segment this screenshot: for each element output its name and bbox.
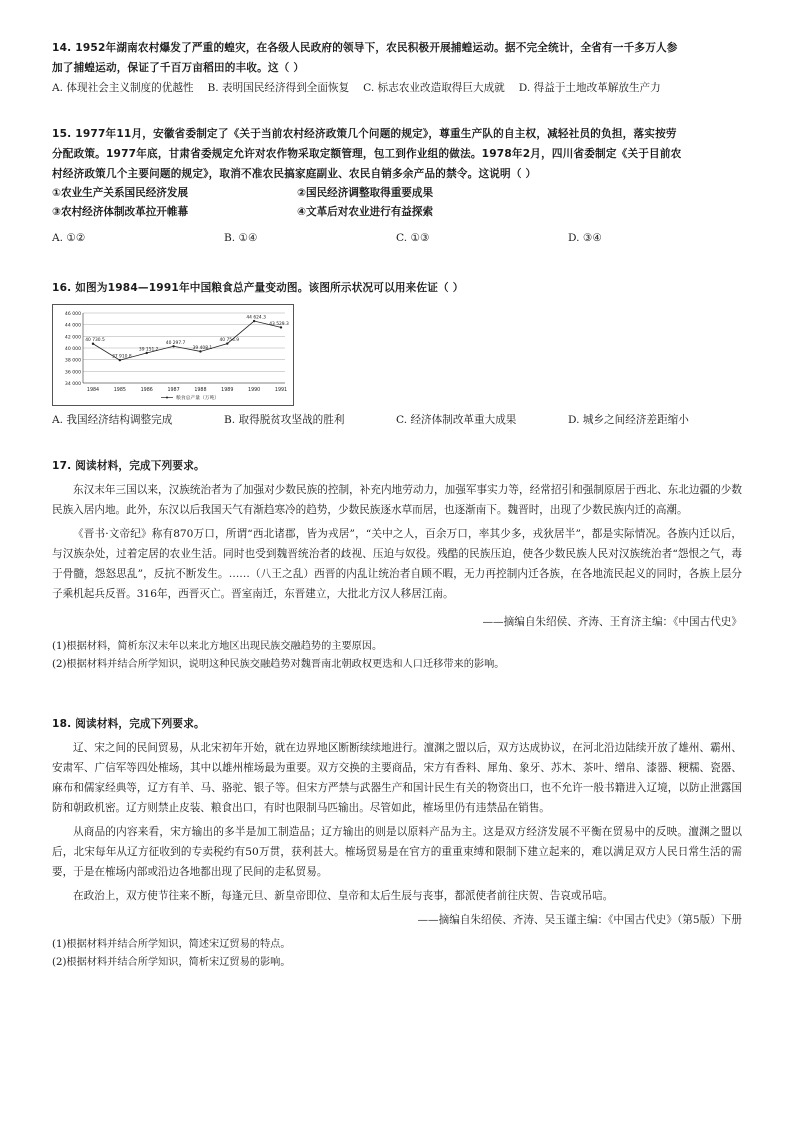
x-tick-label: 1985 [113, 388, 126, 393]
question-15 [52, 124, 742, 248]
exam-page [52, 38, 742, 972]
question-15-stem-line3: 村经济政策几个主要问题的规定》，取消不准农民搞家庭副业、农民自销多余产品的禁令。这说明（ ） [52, 168, 537, 180]
y-tick-label: 34 000 [64, 382, 81, 387]
question-15-options [52, 228, 742, 248]
option-a[interactable]: A. 我国经济结构调整完成 [52, 414, 173, 426]
question-15-stem-line1: 15. 1977年11月，安徽省委制定了《关于当前农村经济政策几个问题的规定》，尊重生产队的自主权，减轻社员的负担，落实按劳 [52, 128, 677, 140]
option-c[interactable]: C. 标志农业改造取得巨大成就 [363, 82, 505, 94]
option-d[interactable]: D. 得益于土地改革解放生产力 [518, 82, 661, 94]
y-tick-label: 42 000 [64, 335, 81, 341]
question-17 [52, 456, 742, 674]
statement-row-2 [52, 203, 742, 222]
y-tick-label: 44 000 [64, 323, 81, 329]
question-14 [52, 38, 742, 98]
option-c[interactable]: C. ①③ [396, 232, 430, 244]
statement-4: ④文革后对农业进行有益探索 [297, 206, 434, 218]
data-label: 44 624.3 [246, 315, 266, 321]
chart-svg [53, 305, 293, 405]
option-d[interactable]: D. ③④ [568, 232, 602, 244]
data-label: 43 529.3 [269, 321, 289, 327]
question-18-stem: 18. 阅读材料，完成下列要求。 [52, 718, 205, 730]
material-source: ——摘编自朱绍侯、齐涛、吴玉谨主编：《中国古代史》（第5版）下册 [417, 914, 742, 926]
question-15-stem-line2: 分配政策。1977年底，甘肃省委规定允许对农作物采取定额管理，包工到作业组的做法。1978年2月，四川省委制定《关于目前农 [52, 148, 682, 160]
option-b[interactable]: B. 取得脱贫攻坚战的胜利 [224, 414, 345, 426]
y-tick-label: 36 000 [64, 370, 81, 376]
grain-output-chart [52, 304, 294, 406]
x-tick-label: 1984 [86, 388, 100, 393]
option-c[interactable]: C. 经济体制改革重大成果 [396, 414, 517, 426]
data-label: 40 730.5 [85, 338, 105, 344]
option-d[interactable]: D. 城乡之间经济差距缩小 [568, 414, 689, 426]
material-paragraph-2: 从商品的内容来看，宋方输出的多半是加工制造品；辽方输出的则是以原料产品为主。这是双方经济发展不平衡在贸易中的反映。澶渊之盟以后，北宋每年从辽方征收到的专卖税约有50万贯，获利甚大。榷场贸易是在官方的重重束缚和限制下建立起来的，难以满足双方人民日常生活的需要，于是在榷场内部或沿边各地都出现了民间的走私贸易。 [52, 826, 742, 878]
question-16 [52, 278, 742, 430]
statement-2: ②国民经济调整取得重要成果 [297, 187, 434, 199]
x-tick-label: 1986 [140, 388, 153, 393]
data-label: 40 754.9 [219, 338, 240, 344]
sub-question-1: (1)根据材料并结合所学知识，简述宋辽贸易的特点。 [52, 939, 291, 950]
x-tick-label: 1988 [194, 388, 207, 393]
sub-question-1: (1)根据材料，简析东汉末年以来北方地区出现民族交融趋势的主要原因。 [52, 641, 383, 652]
legend-label: 粮食总产量（万吨） [176, 396, 220, 401]
statement-1: ①农业生产关系国民经济发展 [52, 187, 189, 199]
sub-question-2: (2)根据材料并结合所学知识，简析宋辽贸易的影响。 [52, 957, 291, 968]
question-16-options [52, 410, 742, 430]
y-tick-label: 46 000 [64, 312, 81, 317]
statement-3: ③农村经济体制改革拉开帷幕 [52, 206, 189, 218]
y-tick-label: 40 000 [64, 347, 81, 352]
question-14-stem-line2: 加了捕蝗运动，保证了千百万亩稻田的丰收。这（ ） [52, 62, 305, 74]
data-label: 39 408.1 [192, 345, 213, 351]
data-label: 39 151.2 [138, 347, 159, 353]
material-paragraph-3: 在政治上，双方使节往来不断，每逢元旦、新皇帝即位、皇帝和太后生辰与丧事，都派使者前往庆贺、告哀或吊唁。 [73, 890, 614, 902]
data-label: 37 910.8 [112, 354, 132, 360]
material-paragraph-1: 辽、宋之间的民间贸易，从北宋初年开始，就在边界地区断断续续地进行。澶渊之盟以后，双方达成协议，在河北沿边陆续开放了雄州、霸州、安肃军、广信军等四处榷场，其中以雄州榷场最为重要。双方交换的主要商品，宋方有香料、犀角、象牙、苏木、茶叶、缯帛、漆器、粳糯、瓷器、麻布和儒家经典等，辽方有羊、马、骆驼、银子等。但宋方严禁与武器生产和国计民生有关的物资出口，也不允许一般书籍进入辽境，以防止泄露国防和朝政机密。辽方则禁止皮装、粮食出口，有时也限制马匹输出。尽管如此，榷场里仍有违禁品在销售。 [52, 742, 742, 814]
question-16-stem: 16. 如图为1984—1991年中国粮食总产量变动图。该图所示状况可以用来佐证（ ） [52, 282, 464, 294]
question-18 [52, 714, 742, 972]
data-label: 40 297.7 [165, 340, 186, 346]
x-tick-label: 1989 [221, 388, 234, 393]
question-14-stem-line1: 14. 1952年湖南农村爆发了严重的蝗灾，在各级人民政府的领导下，农民积极开展捕蝗运动。据不完全统计，全省有一千多万人参 [52, 42, 678, 54]
legend-marker [166, 397, 168, 399]
option-a[interactable]: A. 体现社会主义制度的优越性 [52, 82, 194, 94]
y-tick-label: 38 000 [64, 358, 81, 364]
material-paragraph-2: 《晋书·文帝纪》称有870万口，所谓“西北诸郡，皆为戎居”，“关中之人，百余万口，率其少多，戎狄居半”，都是实际情况。各族内迁以后，与汉族杂处，过着定居的农业生活。同时也受到魏晋统治者的歧视、压迫与奴役。残酷的民族压迫，使各少数民族人民对汉族统治者“怨恨之气，毒于骨髓，怨怒思乱”，反抗不断发生。……（八王之乱）西晋的内乱让统治者自顾不暇，无力再控制内迁各族，在各地流民起义的同时，各族上层分子乘机起兵反晋。316年，西晋灭亡。晋室南迁，东晋建立，大批北方汉人移居江南。 [52, 528, 742, 600]
question-14-options [52, 78, 742, 98]
question-17-stem: 17. 阅读材料，完成下列要求。 [52, 460, 205, 472]
option-b[interactable]: B. 表明国民经济得到全面恢复 [207, 82, 350, 94]
material-paragraph-1: 东汉末年三国以来，汉族统治者为了加强对少数民族的控制，补充内地劳动力，加强军事实力等，经常招引和强制原居于西北、东北边疆的少数民族入居内地。此外，东汉以后我国天气有渐趋寒冷的趋势，少数民族逐水草而居，也逐渐南下。魏晋时，出现了少数民族内迁的高潮。 [52, 484, 742, 516]
option-b[interactable]: B. ①④ [224, 232, 258, 244]
x-tick-label: 1990 [248, 388, 261, 393]
x-tick-label: 1987 [167, 388, 180, 393]
material-source: ——摘编自朱绍侯、齐涛、王育济主编：《中国古代史》 [482, 616, 742, 628]
statement-row-1 [52, 184, 742, 203]
sub-question-2: (2)根据材料并结合所学知识，说明这种民族交融趋势对魏晋南北朝政权更迭和人口迁移带来的影响。 [52, 659, 505, 670]
x-tick-label: 1991 [274, 388, 288, 393]
option-a[interactable]: A. ①② [52, 232, 86, 244]
